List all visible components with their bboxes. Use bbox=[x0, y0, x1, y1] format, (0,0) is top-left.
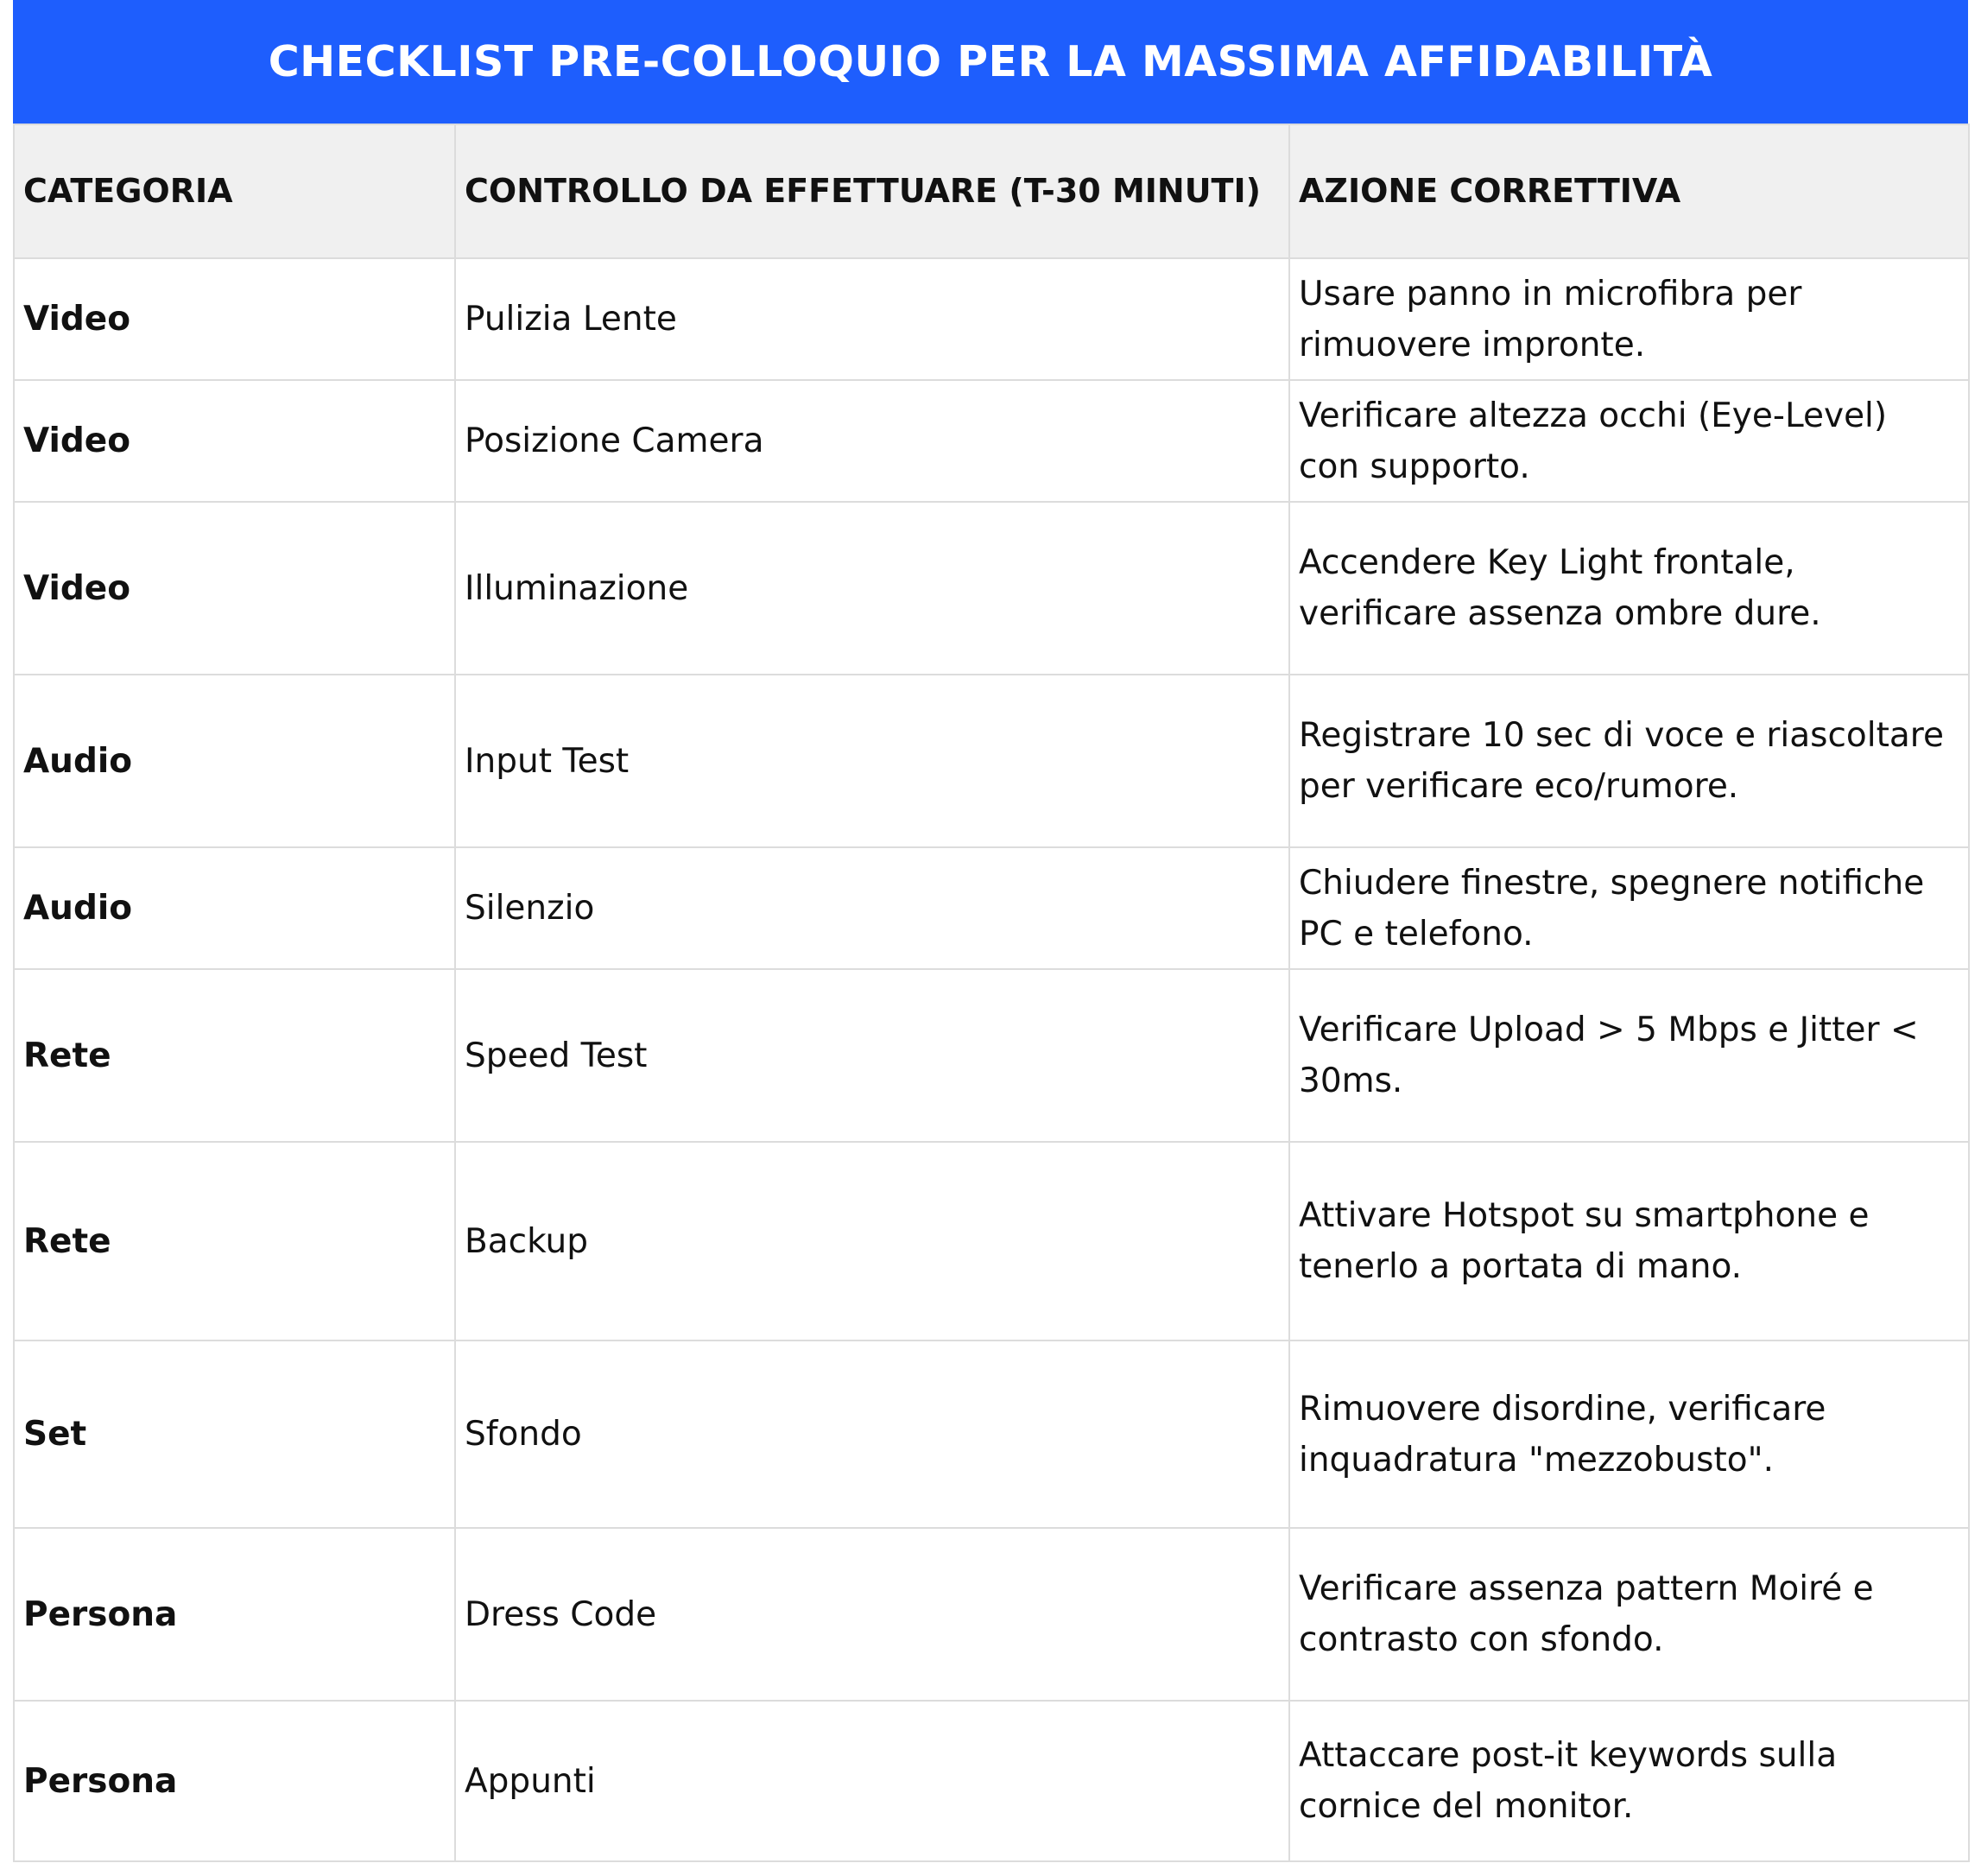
category-cell: Video bbox=[14, 258, 455, 380]
checklist-sheet bbox=[13, 0, 1968, 1862]
check-cell: Posizione Camera bbox=[455, 380, 1289, 502]
action-cell: Accendere Key Light frontale, verificare assenza ombre dure. bbox=[1289, 502, 1969, 675]
table-row bbox=[14, 847, 1969, 969]
check-cell: Dress Code bbox=[455, 1528, 1289, 1701]
table-row bbox=[14, 502, 1969, 675]
action-cell: Attivare Hotspot su smartphone e tenerlo a portata di mano. bbox=[1289, 1142, 1969, 1340]
header-category: CATEGORIA bbox=[14, 124, 455, 258]
table-row bbox=[14, 675, 1969, 847]
action-cell: Verificare Upload > 5 Mbps e Jitter < 30ms. bbox=[1289, 969, 1969, 1142]
category-cell: Video bbox=[14, 380, 455, 502]
action-cell: Verificare altezza occhi (Eye-Level) con supporto. bbox=[1289, 380, 1969, 502]
table-title: CHECKLIST PRE-COLLOQUIO PER LA MASSIMA AFFIDABILITÀ bbox=[13, 0, 1968, 124]
action-cell: Verificare assenza pattern Moiré e contrasto con sfondo. bbox=[1289, 1528, 1969, 1701]
category-cell: Rete bbox=[14, 1142, 455, 1340]
category-cell: Persona bbox=[14, 1701, 455, 1861]
check-cell: Illuminazione bbox=[455, 502, 1289, 675]
check-cell: Input Test bbox=[455, 675, 1289, 847]
action-cell: Usare panno in microfibra per rimuovere impronte. bbox=[1289, 258, 1969, 380]
header-row bbox=[14, 124, 1969, 258]
check-cell: Pulizia Lente bbox=[455, 258, 1289, 380]
action-cell: Rimuovere disordine, verificare inquadratura "mezzobusto". bbox=[1289, 1340, 1969, 1528]
action-cell: Registrare 10 sec di voce e riascoltare per verificare eco/rumore. bbox=[1289, 675, 1969, 847]
check-cell: Appunti bbox=[455, 1701, 1289, 1861]
action-cell: Attaccare post-it keywords sulla cornice del monitor. bbox=[1289, 1701, 1969, 1861]
action-cell: Chiudere finestre, spegnere notifiche PC e telefono. bbox=[1289, 847, 1969, 969]
check-cell: Silenzio bbox=[455, 847, 1289, 969]
category-cell: Audio bbox=[14, 675, 455, 847]
category-cell: Rete bbox=[14, 969, 455, 1142]
category-cell: Audio bbox=[14, 847, 455, 969]
table-row bbox=[14, 258, 1969, 380]
category-cell: Set bbox=[14, 1340, 455, 1528]
check-cell: Sfondo bbox=[455, 1340, 1289, 1528]
check-cell: Speed Test bbox=[455, 969, 1289, 1142]
table-row bbox=[14, 380, 1969, 502]
header-action: AZIONE CORRETTIVA bbox=[1289, 124, 1969, 258]
category-cell: Video bbox=[14, 502, 455, 675]
table-row bbox=[14, 1528, 1969, 1701]
category-cell: Persona bbox=[14, 1528, 455, 1701]
table-row bbox=[14, 1701, 1969, 1861]
table-row bbox=[14, 1142, 1969, 1340]
header-check: CONTROLLO DA EFFETTUARE (T-30 MINUTI) bbox=[455, 124, 1289, 258]
table-row bbox=[14, 1340, 1969, 1528]
checklist-table bbox=[13, 124, 1970, 1862]
table-row bbox=[14, 969, 1969, 1142]
check-cell: Backup bbox=[455, 1142, 1289, 1340]
